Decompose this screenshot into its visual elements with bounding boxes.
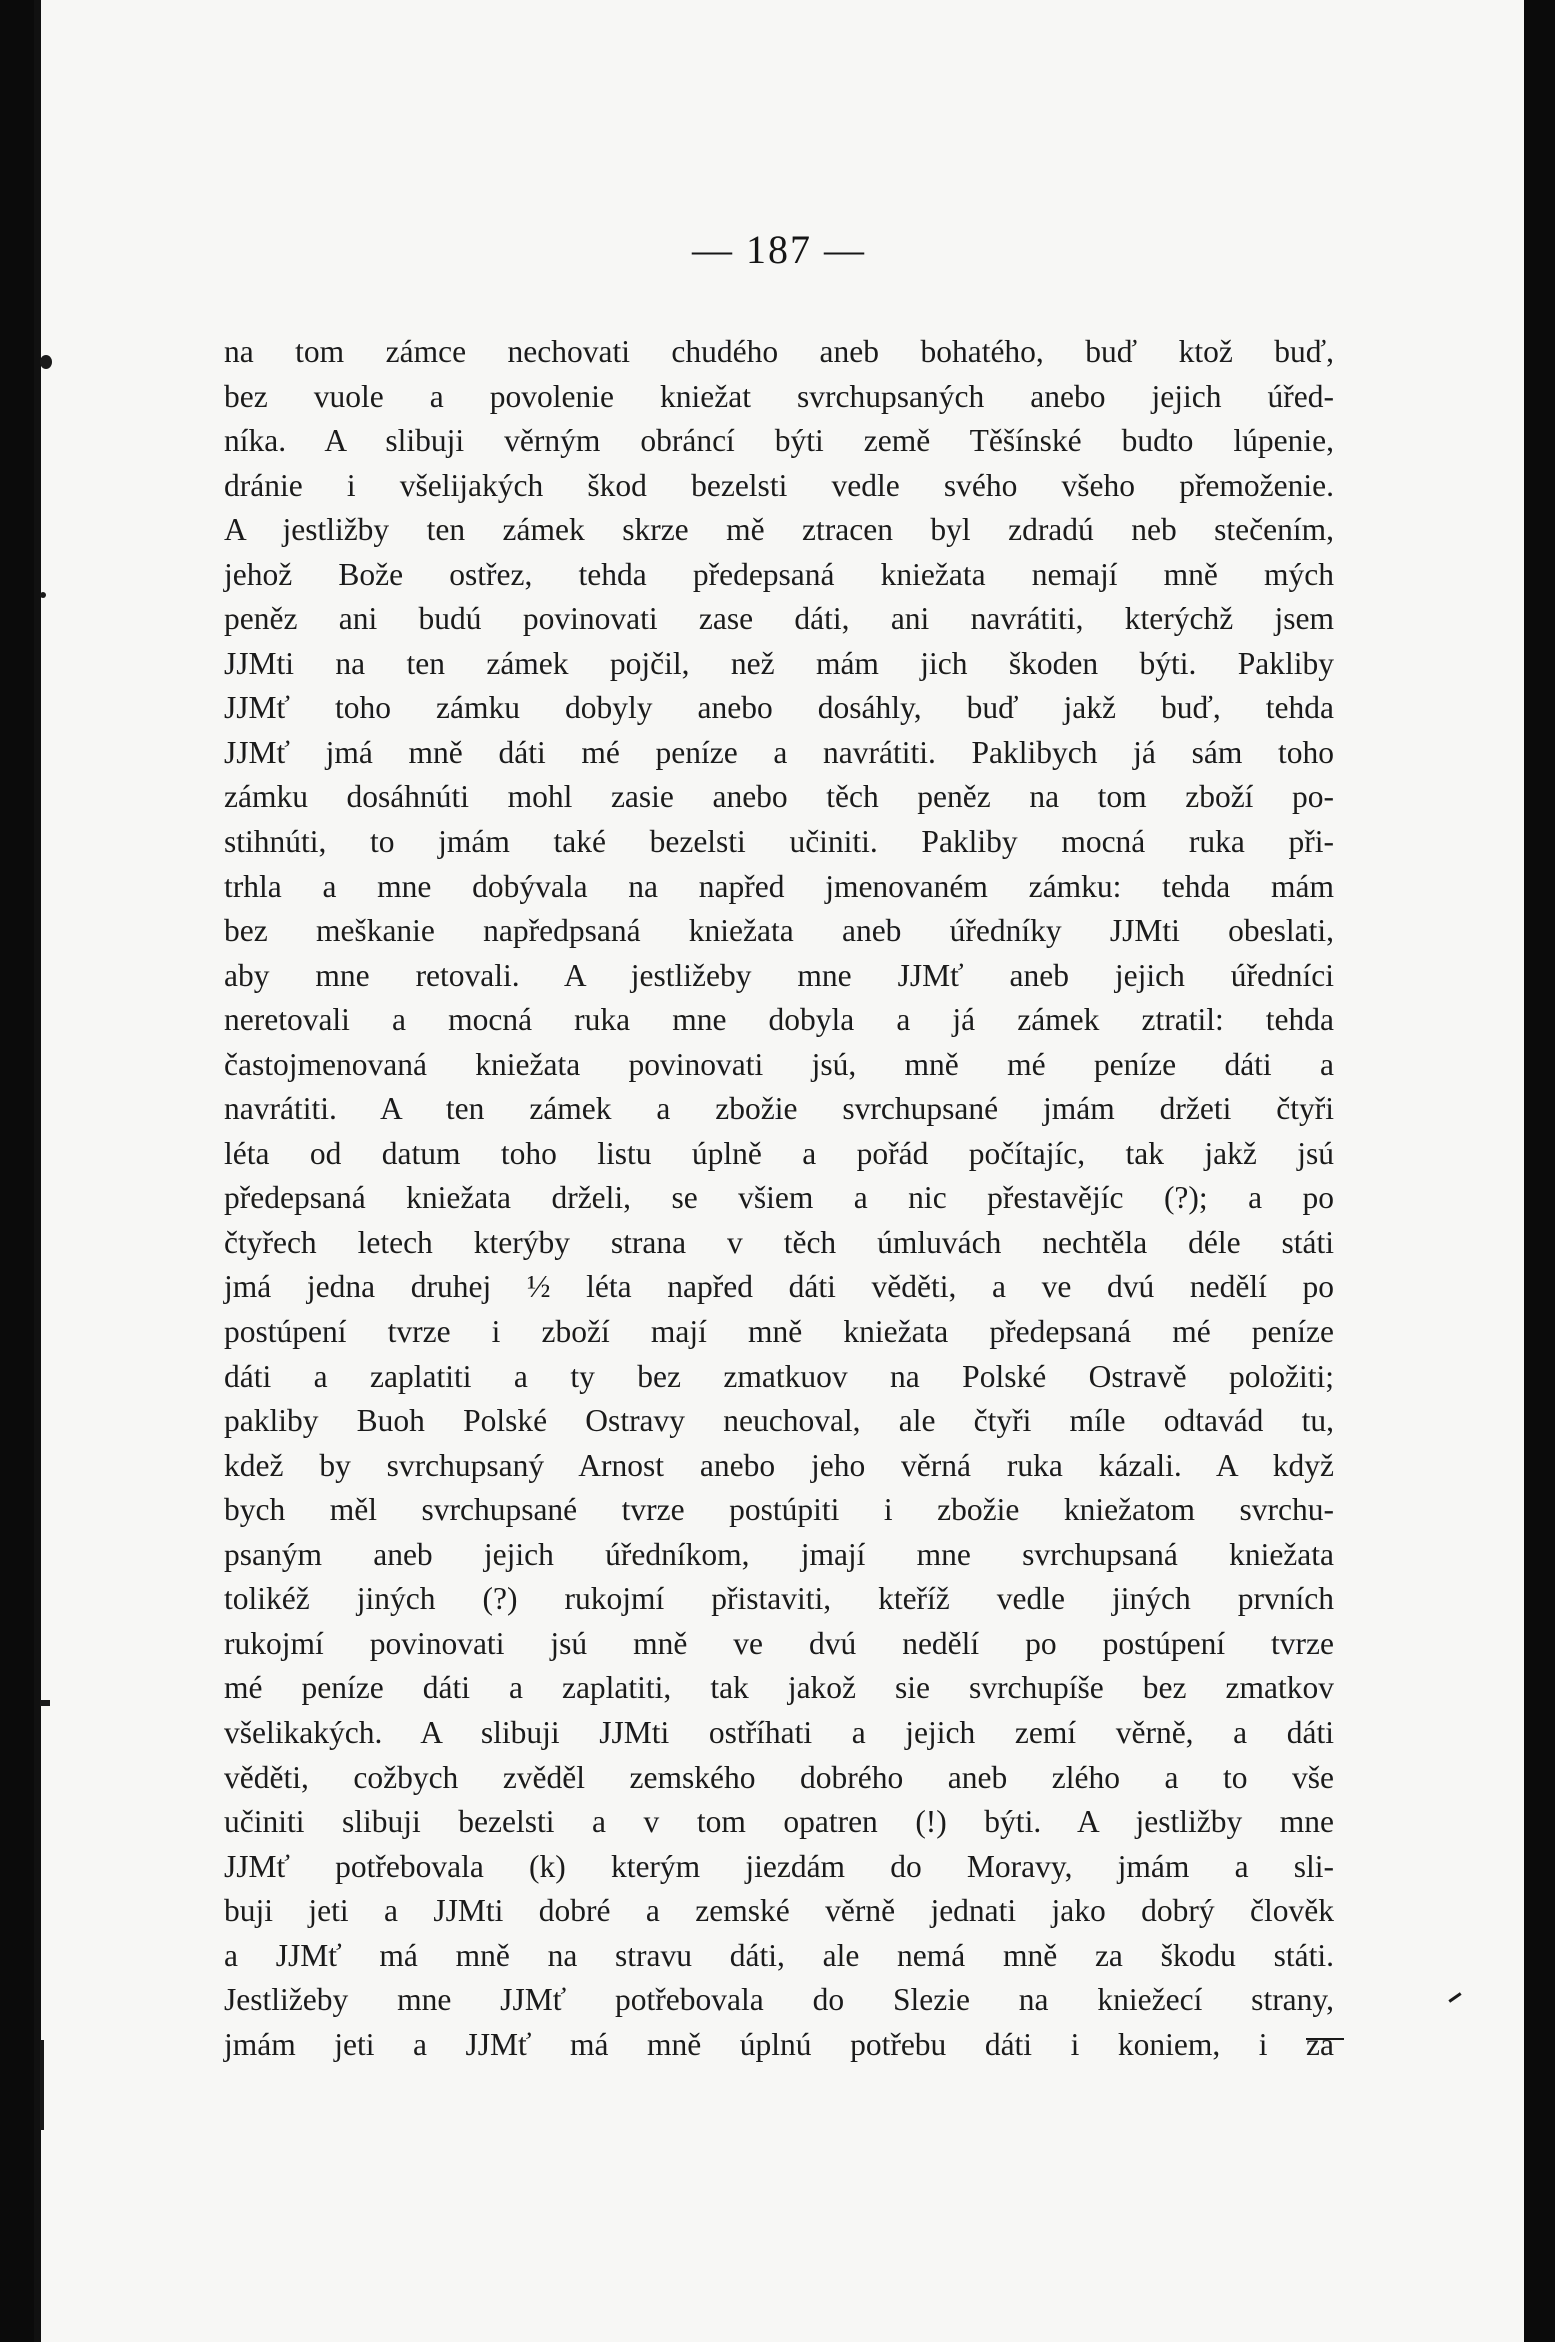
text-line: JJMť toho zámku dobyly anebo dosáhly, buď jakž buď, tehda [224,690,1334,726]
text-line: tolikéž jiných (?) rukojmí přistaviti, kteříž vedle jiných prvních [224,1581,1334,1617]
text-line: bez meškanie napředpsaná kniežata aneb úředníky JJMti obeslati, [224,913,1334,949]
text-line: peněz ani budú povinovati zase dáti, ani navrátiti, kterýchž jsem [224,601,1334,637]
text-line: zámku dosáhnúti mohl zasie anebo těch peněz na tom zboží po- [224,779,1334,815]
text-line: učiniti slibuji bezelsti a v tom opatren (!) býti. A jestližby mne [224,1804,1334,1840]
text-line: buji jeti a JJMti dobré a zemské věrně jednati jako dobrý člověk [224,1893,1334,1929]
text-line: pakliby Buoh Polské Ostravy neuchoval, ale čtyři míle odtavád tu, [224,1403,1334,1439]
text-line: častojmenovaná kniežata povinovati jsú, mně mé peníze dáti a [224,1046,1334,1082]
scan-mark [40,592,46,598]
binding-edge [34,0,41,2342]
document-page [34,0,1524,2342]
text-line: JJMť jmá mně dáti mé peníze a navrátiti. Paklibych já sám toho [224,734,1334,770]
text-line: bez vuole a povolenie kniežat svrchupsaných anebo jejich úřed- [224,378,1334,414]
text-line: níka. A slibuji věrným obráncí býti země Těšínské budto lúpenie, [224,423,1334,459]
text-line: předepsaná kniežata drželi, se všiem a nic přestavějíc (?); a po [224,1180,1334,1216]
text-line: rukojmí povinovati jsú mně ve dvú nedělí po postúpení tvrze [224,1625,1334,1661]
text-line: psaným aneb jejich úředníkom, jmají mne svrchupsaná kniežata [224,1536,1334,1572]
text-line: dáti a zaplatiti a ty bez zmatkuov na Polské Ostravě položiti; [224,1358,1334,1394]
scan-mark [1448,1992,1461,2002]
text-line: jmá jedna druhej ½ léta napřed dáti věděti, a ve dvú nedělí po [224,1269,1334,1305]
text-line: všelikakých. A slibuji JJMti ostříhati a jejich zemí věrně, a dáti [224,1714,1334,1750]
text-line: JJMti na ten zámek pojčil, než mám jich škoden býti. Pakliby [224,645,1334,681]
text-line: čtyřech letech kterýby strana v těch úmluvách nechtěla déle státi [224,1224,1334,1260]
text-line: jmám jeti a JJMť má mně úplnú potřebu dáti i koniem, i za [224,2026,1334,2062]
text-line: a JJMť má mně na stravu dáti, ale nemá mně za škodu státi. [224,1937,1334,1973]
text-line: kdež by svrchupsaný Arnost anebo jeho věrná ruka kázali. A když [224,1447,1334,1483]
text-line: Jestližeby mne JJMť potřebovala do Slezie na kniežecí strany, [224,1982,1334,2018]
page-number: — 187 — [692,227,866,272]
text-line: na tom zámce nechovati chudého aneb bohatého, buď ktož buď, [224,334,1334,369]
text-line: navrátiti. A ten zámek a zbožie svrchupsané jmám držeti čtyři [224,1091,1334,1127]
scan-mark [40,355,52,369]
scan-mark [40,1700,50,1706]
text-line: dránie i všelijakých škod bezelsti vedle svého všeho přemoženie. [224,467,1334,503]
text-line: mé peníze dáti a zaplatiti, tak jakož sie svrchupíše bez zmatkov [224,1670,1334,1706]
body-text [224,330,1334,2067]
text-line: postúpení tvrze i zboží mají mně kniežata předepsaná mé peníze [224,1314,1334,1350]
text-line: A jestližby ten zámek skrze mě ztracen byl zdradú neb stečením, [224,512,1334,548]
text-line: neretovali a mocná ruka mne dobyla a já zámek ztratil: tehda [224,1002,1334,1038]
text-line: léta od datum toho listu úplně a pořád počítajíc, tak jakž jsú [224,1135,1334,1171]
text-line: stihnúti, to jmám také bezelsti učiniti. Pakliby mocná ruka při- [224,824,1334,860]
text-line: trhla a mne dobývala na napřed jmenovaném zámku: tehda mám [224,868,1334,904]
text-line: aby mne retovali. A jestližeby mne JJMť aneb jejich úředníci [224,957,1334,993]
scan-mark [40,2040,44,2130]
text-line: jehož Bože ostřez, tehda předepsaná kniežata nemají mně mých [224,556,1334,592]
text-line: věděti, cožbych zvěděl zemského dobrého aneb zlého a to vše [224,1759,1334,1795]
text-line: JJMť potřebovala (k) kterým jiezdám do Moravy, jmám a sli- [224,1848,1334,1884]
text-line: bych měl svrchupsané tvrze postúpiti i zbožie kniežatom svrchu- [224,1492,1334,1528]
